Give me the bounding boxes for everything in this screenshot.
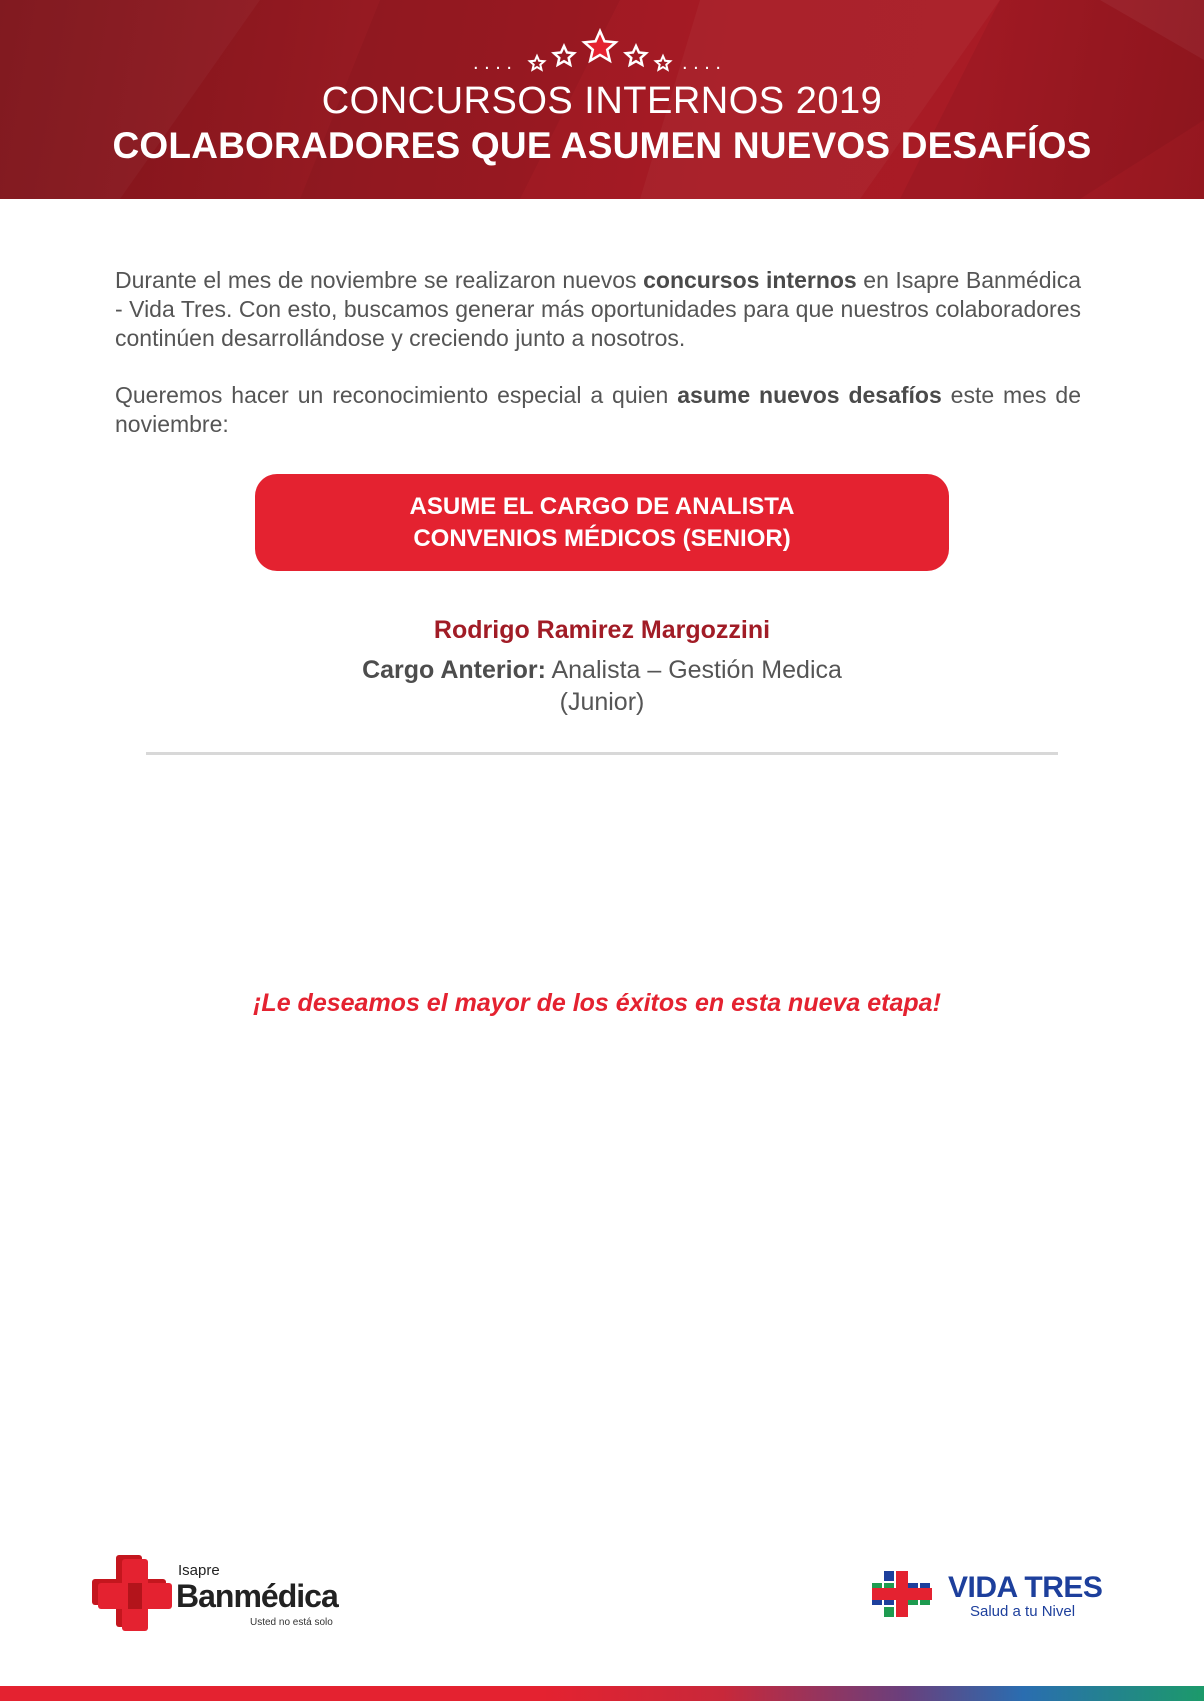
svg-text:Isapre: Isapre [178, 1562, 220, 1579]
intro-paragraph-2: Queremos hacer un reconocimiento especial a quien asume nuevos desafíos este mes de noviembre: [115, 382, 1081, 437]
previous-position [330, 654, 874, 718]
intro-highlight-desafios: asume nuevos desafíos [677, 382, 942, 408]
header-title-main: COLABORADORES QUE ASUMEN NUEVOS DESAFÍOS [112, 125, 1092, 166]
svg-text:Salud a tu Nivel: Salud a tu Nivel [970, 1603, 1076, 1620]
section-divider [146, 752, 1058, 755]
star-icon [656, 56, 670, 70]
new-position-line-2: CONVENIOS MÉDICOS (SENIOR) [413, 524, 791, 552]
svg-text:Banmédica: Banmédica [176, 1578, 338, 1614]
banmedica-cross-icon [92, 1555, 172, 1631]
svg-text:Usted no está solo: Usted no está solo [250, 1617, 333, 1628]
employee-name: Rodrigo Ramirez Margozzini [433, 616, 771, 644]
new-position-line-1: ASUME EL CARGO DE ANALISTA [409, 492, 795, 520]
vidatres-cross-icon [872, 1571, 932, 1617]
new-position-banner [255, 474, 949, 571]
banmedica-logo [88, 1553, 348, 1633]
intro-paragraph-1: Durante el mes de noviembre se realizaron nuevos concursos internos en Isapre Banmédica - Vida Tres. Con esto, buscamos generar más oportunidades para que nuestros colaboradores continúen desarrollándose y creciendo junto a nosotros. [115, 267, 1081, 351]
stars-decoration [0, 28, 1204, 74]
header-banner [0, 0, 1204, 199]
dots-right: . . . . [682, 52, 721, 74]
bottom-color-bar [0, 1686, 1204, 1701]
star-icon [626, 46, 646, 65]
previous-position-value: Analista – Gestión Medica (Junior) [545, 656, 842, 716]
vidatres-logo [864, 1569, 1124, 1629]
star-icon [554, 46, 574, 65]
dots-left: . . . . [473, 52, 512, 74]
star-icon [584, 31, 615, 61]
previous-position-label: Cargo Anterior: [362, 656, 546, 684]
star-icon [530, 56, 544, 70]
header-title-year: CONCURSOS INTERNOS 2019 [321, 80, 883, 122]
closing-message: ¡Le deseamos el mayor de los éxitos en esta nueva etapa! [253, 989, 941, 1017]
svg-text:VIDA TRES: VIDA TRES [948, 1571, 1103, 1604]
intro-highlight-concursos: concursos internos [643, 267, 857, 293]
